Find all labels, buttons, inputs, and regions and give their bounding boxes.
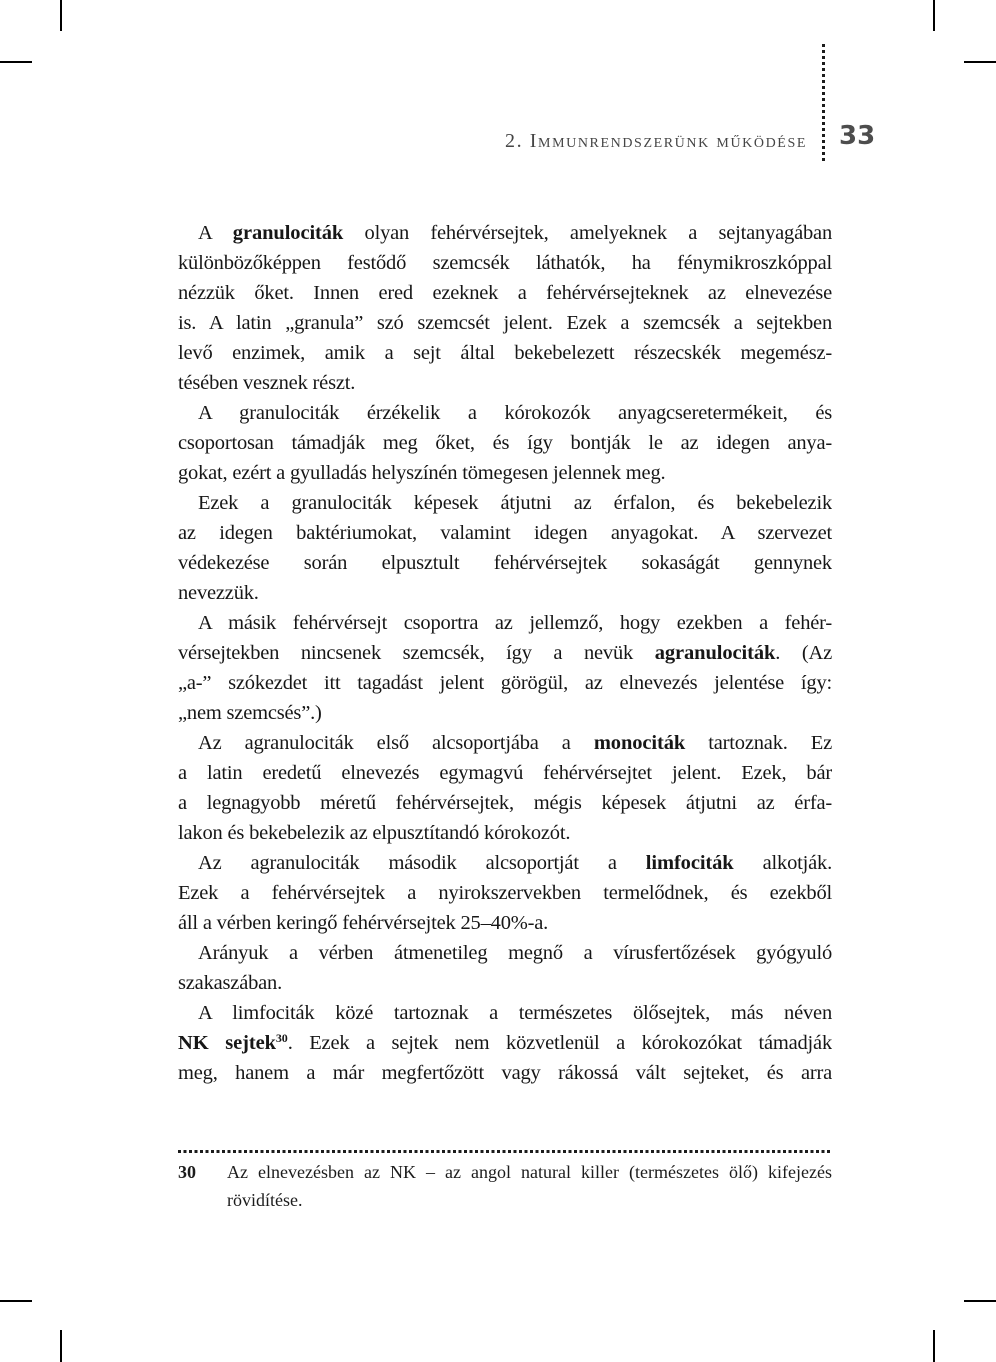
footnote-line: rövidítése. [227,1190,303,1210]
body-line: Az agranulociták második alcsoportját a limfociták alkotják. [198,852,832,874]
body-line: Az agranulociták első alcsoportjába a monociták tartoznak. Ez [198,732,832,754]
body-line: a legnagyobb méretű fehérvérsejtek, mégis képesek átjutni az érfa- [178,792,832,814]
crop-mark-top-left-vertical [60,0,62,31]
crop-mark-bottom-left-horizontal [0,1300,32,1302]
crop-mark-top-right-horizontal [964,61,996,63]
body-line: „a-” szókezdet itt tagadást jelent görögül, az elnevezés jelentése így: [178,672,832,694]
body-line: lakon és bekebelezik az elpusztítandó kórokozót. [178,822,571,844]
body-line: tésében vesznek részt. [178,372,356,394]
body-line: A granulociták érzékelik a kórokozók anyagcseretermékeit, és [198,402,832,424]
body-line: NK sejtek$^{30}$. Ezek a sejtek nem közvetlenül a kórokozókat támadják [178,1031,832,1054]
header-dotted-divider [822,44,825,162]
body-line: „nem szemcsés”.) [178,702,322,724]
body-line: Ezek a granulociták képesek átjutni az érfalon, és bekebelezik [198,492,832,514]
footnote-line: Az elnevezésben az NK – az angol natural killer (természetes ölő) kifejezés [227,1162,832,1182]
body-line: is. A latin „granula” szó szemcsét jelent. Ezek a szemcsék a sejtekben [178,312,832,334]
page-number: 33 [839,121,876,151]
body-line: csoportosan támadják meg őket, és így bontják le az idegen anya- [178,432,832,454]
body-line: gokat, ezért a gyulladás helyszínén tömegesen jelennek meg. [178,462,666,484]
footnote-separator-dotted-line [178,1150,831,1153]
body-line: az idegen baktériumokat, valamint idegen anyagokat. A szervezet [178,522,832,544]
footnote [178,1158,832,1214]
body-line: a latin eredetű elnevezés egymagvú fehérvérsejtet jelent. Ezek, bár [178,762,832,784]
body-line: áll a vérben keringő fehérvérsejtek 25–40%-a. [178,912,549,934]
body-line: Arányuk a vérben átmenetileg megnő a vírusfertőzések gyógyuló [198,942,832,964]
footnote-text [227,1158,832,1214]
crop-mark-bottom-right-horizontal [964,1300,996,1302]
body-line: különbözőképpen festődő szemcsék láthatók, ha fénymikroszkóppal [178,252,832,274]
crop-mark-bottom-right-vertical [933,1330,935,1362]
body-line: Ezek a fehérvérsejtek a nyirokszervekben termelődnek, és ezekből [178,882,832,904]
body-line: levő enzimek, amik a sejt által bekebelezett részecskék megemész- [178,342,832,364]
body-line: A granulociták olyan fehérvérsejtek, amelyeknek a sejtanyagában [198,222,832,244]
running-header-title: 2. Immunrendszerünk működése [504,130,807,152]
body-line: A másik fehérvérsejt csoportra az jellemző, hogy ezekben a fehér- [198,612,832,634]
crop-mark-bottom-left-vertical [60,1330,62,1362]
footnote-number: 30 [178,1162,196,1182]
crop-mark-top-left-horizontal [0,61,32,63]
body-line: meg, hanem a már megfertőzött vagy rákossá vált sejteket, és arra [178,1062,832,1084]
body-line: védekezése során elpusztult fehérvérsejtek sokaságát gennynek [178,552,832,574]
body-line: A limfociták közé tartoznak a természetes ölősejtek, más néven [198,1002,832,1024]
body-line: szakaszában. [178,972,283,994]
body-line: nevezzük. [178,582,259,604]
body-line: vérsejtekben nincsenek szemcsék, így a nevük agranulociták. (Az [178,642,832,664]
body-line: nézzük őket. Innen ered ezeknek a fehérvérsejteknek az elnevezése [178,282,832,304]
body-text [178,218,832,1088]
crop-mark-top-right-vertical [933,0,935,31]
